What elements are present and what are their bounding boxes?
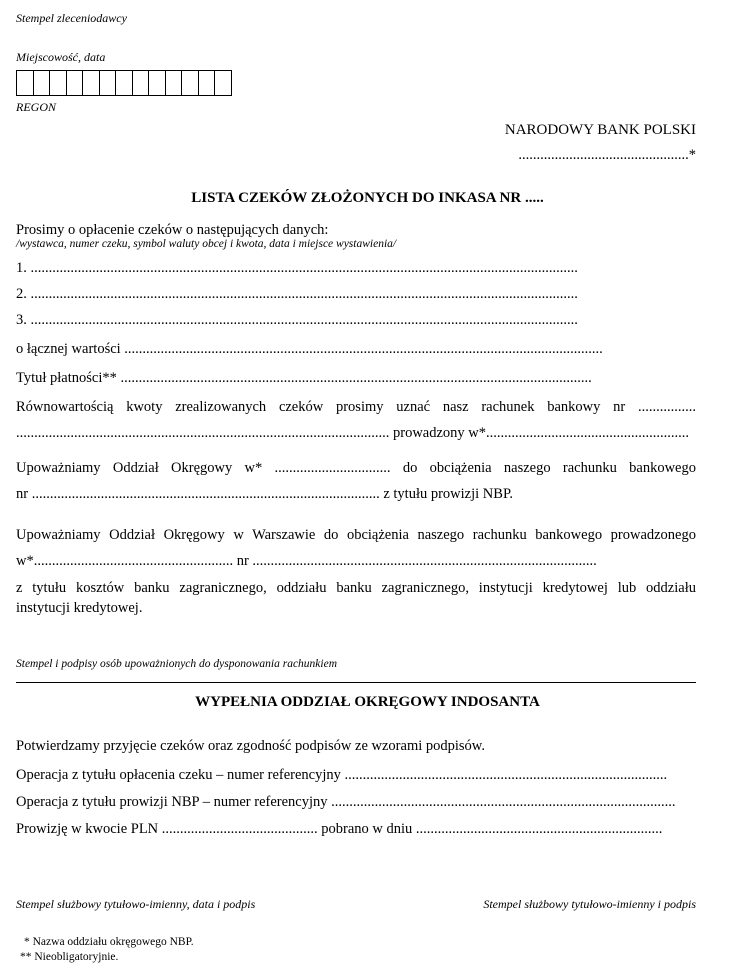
check-line-1[interactable]: 1. .......................................................................................................................................................: [16, 260, 578, 276]
authorize2-line-4: instytucji kredytowej.: [16, 600, 143, 616]
total-value-line[interactable]: o łącznej wartości ....................................................................................................................................: [16, 341, 603, 357]
authorize2-line-1: Upoważniamy Oddział Okręgowy w Warszawie do obciążenia naszego rachunku bankowego prowadzonego: [16, 527, 696, 543]
check-line-2[interactable]: 2. .......................................................................................................................................................: [16, 286, 578, 302]
confirm-text: Potwierdzamy przyjęcie czeków oraz zgodność podpisów ze wzorami podpisów.: [16, 738, 485, 754]
intro-text: Prosimy o opłacenie czeków o następujących danych:: [16, 222, 329, 238]
regon-digit-cell[interactable]: [83, 71, 100, 95]
regon-digit-cell[interactable]: [215, 71, 232, 95]
regon-digit-cell[interactable]: [149, 71, 166, 95]
stamp-left-label: Stempel służbowy tytułowo-imienny, data i podpis: [16, 897, 256, 911]
authorize1-line-2[interactable]: nr ................................................................................................ z tytułu prowizji NBP.: [16, 486, 514, 502]
footnote-1: * Nazwa oddziału okręgowego NBP.: [24, 936, 194, 948]
signatures-label: Stempel i podpisy osób upoważnionych do dysponowania rachunkiem: [16, 658, 338, 670]
regon-digit-cell[interactable]: [34, 71, 51, 95]
regon-digit-cell[interactable]: [50, 71, 67, 95]
document-title: LISTA CZEKÓW ZŁOŻONYCH DO INKASA NR .....: [191, 190, 544, 206]
regon-digit-cell[interactable]: [17, 71, 34, 95]
regon-digit-cell[interactable]: [182, 71, 199, 95]
regon-digit-cell[interactable]: [199, 71, 216, 95]
regon-digit-cell[interactable]: [116, 71, 133, 95]
intro-hint: /wystawca, numer czeku, symbol waluty obcej i kwota, data i miejsce wystawienia/: [16, 238, 397, 250]
recipient-name: NARODOWY BANK POLSKI: [504, 122, 696, 138]
stamp-label: Stempel zleceniodawcy: [16, 11, 127, 25]
check-line-3[interactable]: 3. .......................................................................................................................................................: [16, 312, 578, 328]
regon-label: REGON: [16, 100, 56, 114]
authorize2-line-3: z tytułu kosztów banku zagranicznego, oddziału banku zagranicznego, instytucji kredytowej lub oddziału: [16, 580, 696, 596]
commission-amount-line[interactable]: Prowizję w kwocie PLN ........................................... pobrano w dniu ....................................................................: [16, 821, 663, 837]
regon-digit-cell[interactable]: [67, 71, 84, 95]
section-divider: [16, 682, 696, 683]
regon-digit-cell[interactable]: [166, 71, 183, 95]
place-date-label: Miejscowość, data: [16, 50, 106, 64]
regon-field[interactable]: [16, 70, 232, 96]
regon-digit-cell[interactable]: [100, 71, 117, 95]
operation-commission-ref-line[interactable]: Operacja z tytułu prowizji NBP – numer referencyjny ...............................................................................................: [16, 794, 676, 810]
regon-digit-cell[interactable]: [133, 71, 150, 95]
operation-check-ref-line[interactable]: Operacja z tytułu opłacenia czeku – numer referencyjny .........................................................................................: [16, 767, 668, 783]
recipient-branch-line[interactable]: ...............................................*: [518, 147, 696, 163]
footnote-2: ** Nieobligatoryjnie.: [20, 951, 119, 963]
payment-title-line[interactable]: Tytuł płatności** ..................................................................................................................................: [16, 370, 592, 386]
equivalent-line-1[interactable]: Równowartością kwoty zrealizowanych czeków prosimy uznać nasz rachunek bankowy nr ................: [16, 399, 696, 415]
section2-title: WYPEŁNIA ODDZIAŁ OKRĘGOWY INDOSANTA: [195, 694, 540, 710]
authorize2-line-2[interactable]: w*....................................................... nr ...............................................................................................: [16, 553, 597, 569]
authorize1-line-1[interactable]: Upoważniamy Oddział Okręgowy w* ................................ do obciążenia naszego rachunku bankowego: [16, 460, 696, 476]
equivalent-line-2[interactable]: ....................................................................................................... prowadzony w*........................................................: [16, 425, 690, 441]
stamp-right-label: Stempel służbowy tytułowo-imienny i podpis: [483, 897, 696, 911]
